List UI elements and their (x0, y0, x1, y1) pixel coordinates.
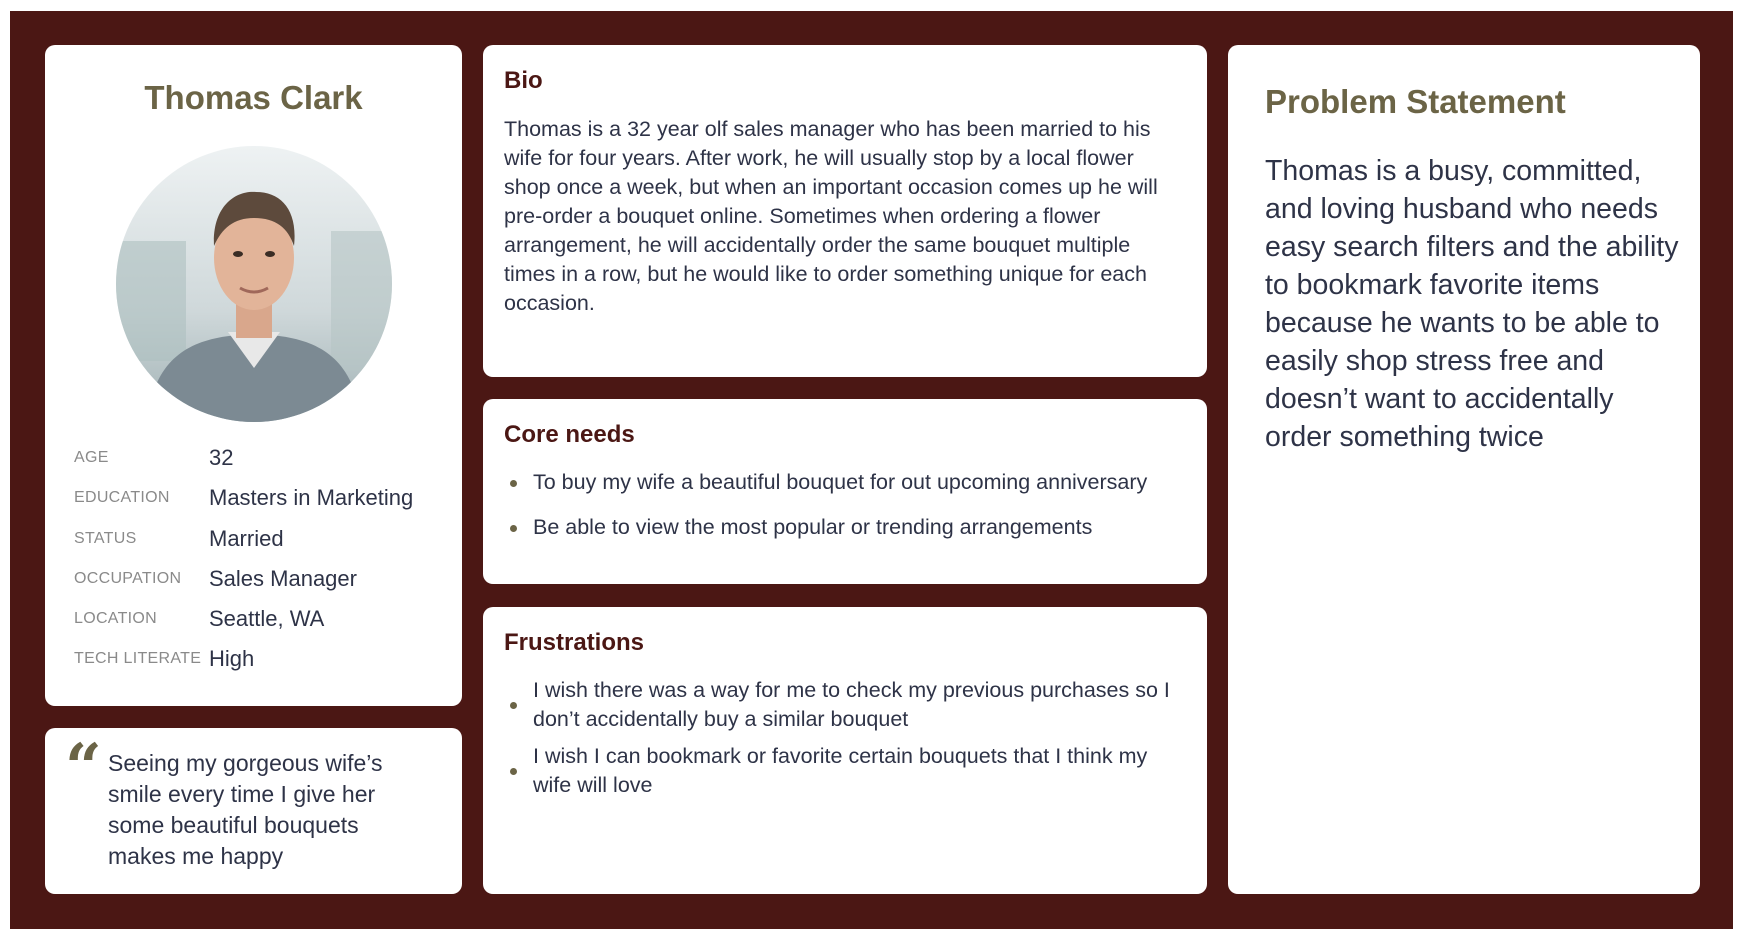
list-item: To buy my wife a beautiful bouquet for out upcoming anniversary (504, 468, 1184, 497)
quote-text: Seeing my gorgeous wife’s smile every time I give her some beautiful bouquets makes me happy (108, 750, 383, 869)
info-value: High (209, 646, 255, 672)
info-value: Masters in Marketing (209, 485, 414, 511)
info-label: EDUCATION (74, 489, 170, 507)
frustrations-card (483, 607, 1207, 894)
problem-statement-card (1228, 45, 1700, 894)
bio-title: Bio (504, 67, 543, 94)
quote-icon: “ (65, 730, 102, 805)
bio-text: Thomas is a 32 year olf sales manager who has been married to his wife for four years. After work, he will usually stop by a local flower shop once a week, but when an important occasion comes up he will pre-order a bouquet online. Sometimes when ordering a flower arrangement, he will accidentally order the same bouquet multiple times in a row, but he would like to order something unique for each occasion. (504, 117, 1158, 315)
frustrations-title: Frustrations (504, 629, 645, 656)
info-value: Seattle, WA (209, 606, 325, 632)
info-value: Sales Manager (209, 565, 357, 591)
info-label: OCCUPATION (74, 569, 182, 587)
info-label: STATUS (74, 529, 137, 547)
core-needs-list (504, 468, 1184, 558)
bio-card (483, 45, 1207, 377)
avatar-photo (116, 146, 392, 422)
info-value: Married (209, 525, 284, 551)
frustrations-list (504, 676, 1184, 808)
list-item: Be able to view the most popular or trending arrangements (504, 513, 1184, 542)
profile-card (45, 45, 462, 706)
info-label: AGE (74, 449, 109, 466)
problem-statement-text: Thomas is a busy, committed, and loving husband who needs easy search filters and the ability to bookmark favorite items because he wants to be able to easily shop stress free and doesn’t want to accidentally order something twice (1265, 155, 1679, 453)
info-label: LOCATION (74, 610, 158, 628)
avatar (116, 146, 392, 422)
quote-card (45, 728, 462, 894)
core-needs-title: Core needs (504, 421, 635, 448)
list-item: I wish I can bookmark or favorite certain bouquets that I think my wife will love (504, 742, 1184, 800)
persona-name: Thomas Clark (144, 79, 363, 116)
info-label: TECH LITERATE (74, 650, 202, 668)
list-item: I wish there was a way for me to check my previous purchases so I don’t accidentally buy a similar bouquet (504, 676, 1184, 734)
info-value: 32 (209, 445, 234, 470)
problem-statement-title: Problem Statement (1265, 83, 1566, 120)
core-needs-card (483, 399, 1207, 584)
